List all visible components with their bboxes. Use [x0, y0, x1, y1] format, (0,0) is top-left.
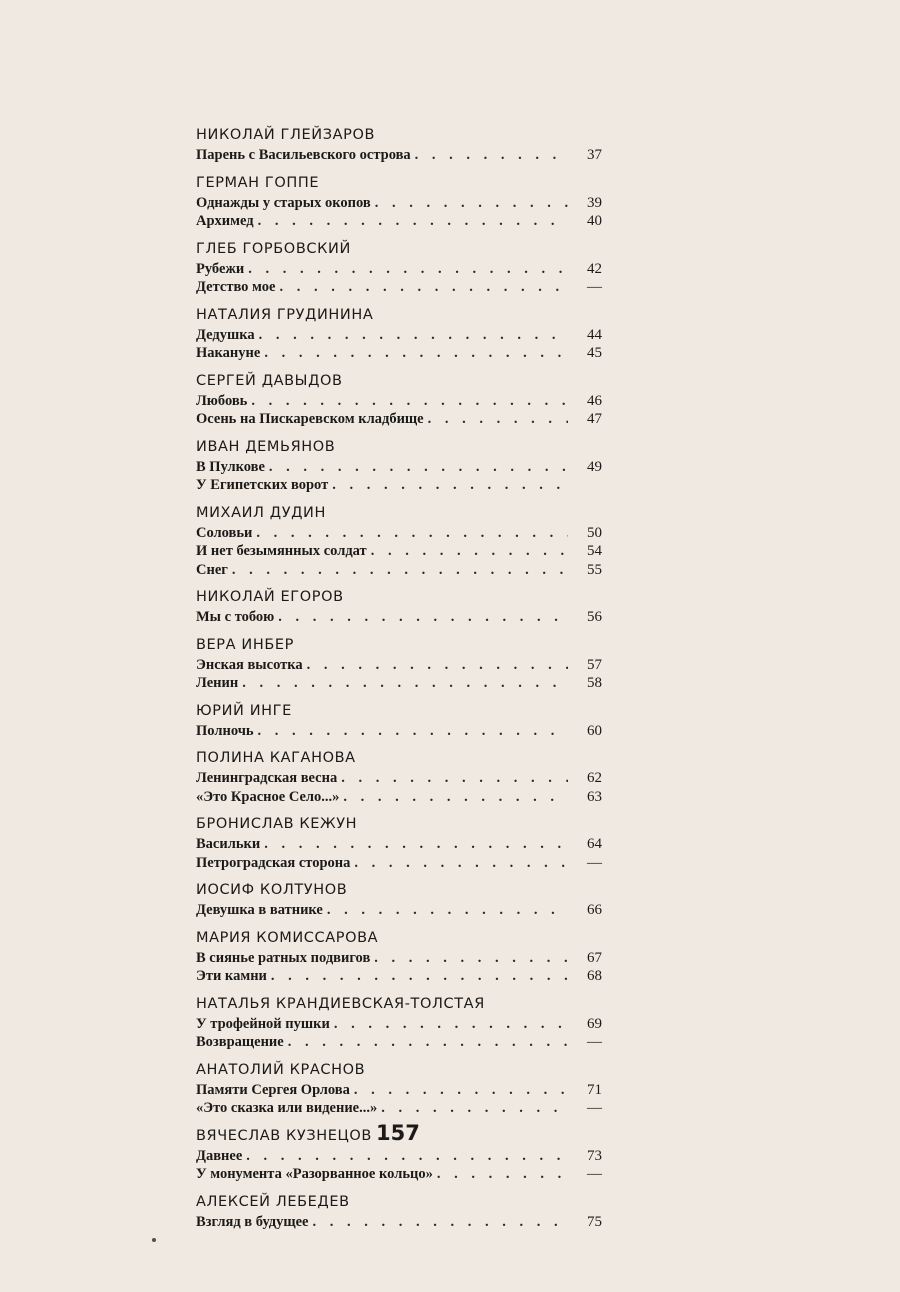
- entry-title: Мы с тобою: [196, 609, 275, 625]
- dot-leader: [256, 524, 568, 543]
- paper-speck: [152, 1238, 156, 1242]
- entry-title: Ленинградская весна: [196, 770, 338, 786]
- entry-title: И нет безымянных солдат: [196, 543, 367, 559]
- dot-leader: [415, 146, 568, 165]
- entry-page: —: [587, 1034, 602, 1050]
- author-heading: ИВАН ДЕМЬЯНОВ: [196, 438, 336, 455]
- entry-page: 67: [587, 949, 602, 966]
- entry-page: 69: [587, 1015, 602, 1032]
- entry-page: 39: [587, 194, 602, 211]
- dot-leader: [332, 476, 568, 495]
- toc-entry: [196, 542, 602, 561]
- entry-title: Памяти Сергея Орлова: [196, 1081, 350, 1098]
- entry-page: 75: [587, 1213, 602, 1230]
- entry-page: 54: [587, 543, 602, 559]
- dot-leader: [264, 835, 568, 854]
- entry-title: Энская высотка: [196, 656, 303, 673]
- dot-leader: [428, 410, 568, 429]
- toc-entry: [196, 722, 602, 741]
- entry-page: —: [587, 1166, 602, 1182]
- entry-page: 40: [587, 213, 602, 229]
- toc-entry: [196, 146, 602, 165]
- entry-title: Парень с Васильевского острова: [196, 147, 411, 163]
- toc-entry: [196, 212, 602, 231]
- entry-page: 66: [587, 902, 602, 918]
- entry-title: Накануне: [196, 345, 261, 361]
- dot-leader: [242, 674, 568, 693]
- entry-page: 71: [587, 1081, 602, 1098]
- entry-title: У трофейной пушки: [196, 1015, 330, 1032]
- dot-leader: [258, 212, 568, 231]
- entry-title: Архимед: [196, 213, 254, 229]
- toc-entry: [196, 1081, 602, 1100]
- entry-title: Петроградская сторона: [196, 854, 351, 871]
- toc-entry: [196, 194, 602, 213]
- entry-page: 62: [587, 770, 602, 786]
- entry-page: 68: [587, 968, 602, 984]
- toc-entry: [196, 278, 602, 297]
- toc-entry: [196, 674, 602, 693]
- author-heading: НАТАЛЬЯ КРАНДИЕВСКАЯ-ТОЛСТАЯ: [196, 995, 485, 1012]
- toc-entry: [196, 608, 602, 627]
- entry-page: 63: [587, 788, 602, 805]
- dot-leader: [437, 1165, 568, 1184]
- dot-leader: [251, 392, 568, 411]
- entry-page: 58: [587, 675, 602, 691]
- dot-leader: [246, 1147, 568, 1166]
- entry-page: —: [587, 1100, 602, 1116]
- author-heading: ВЯЧЕСЛАВ КУЗНЕЦОВ: [196, 1127, 372, 1144]
- entry-title: У Египетских ворот: [196, 477, 329, 493]
- dot-leader: [232, 561, 568, 580]
- entry-page: 37: [587, 147, 602, 163]
- entry-page: 55: [587, 561, 602, 578]
- entry-page: —: [587, 854, 602, 871]
- dot-leader: [259, 326, 568, 345]
- toc-entry: [196, 392, 602, 411]
- entry-title: Осень на Пискаревском кладбище: [196, 411, 424, 427]
- author-heading: СЕРГЕЙ ДАВЫДОВ: [196, 372, 343, 389]
- dot-leader: [354, 854, 568, 873]
- toc-entry: [196, 854, 602, 873]
- toc-entry: [196, 344, 602, 363]
- dot-leader: [264, 344, 568, 363]
- entry-title: Детство мое: [196, 279, 276, 295]
- entry-title: Ленин: [196, 675, 239, 691]
- dot-leader: [248, 260, 568, 279]
- entry-page: —: [587, 279, 602, 295]
- author-heading: ГЛЕБ ГОРБОВСКИЙ: [196, 240, 351, 257]
- dot-leader: [343, 788, 568, 807]
- entry-title: Взгляд в будущее: [196, 1213, 309, 1230]
- author-heading: НИКОЛАЙ ГЛЕЙЗАРОВ: [196, 127, 376, 143]
- toc-entry: [196, 1147, 602, 1166]
- entry-title: Дедушка: [196, 326, 255, 343]
- author-heading: ПОЛИНА КАГАНОВА: [196, 750, 356, 766]
- toc-entry: [196, 1213, 602, 1232]
- table-of-contents: [196, 125, 602, 1231]
- entry-title: Снег: [196, 561, 228, 578]
- author-heading: ВЕРА ИНБЕР: [196, 636, 294, 653]
- author-heading: БРОНИСЛАВ КЕЖУН: [196, 816, 358, 832]
- author-heading: АЛЕКСЕЙ ЛЕБЕДЕВ: [196, 1193, 350, 1210]
- entry-title: «Это Красное Село...»: [196, 788, 340, 805]
- entry-title: Эти камни: [196, 968, 267, 984]
- entry-title: Соловьи: [196, 524, 253, 541]
- toc-entry: [196, 458, 602, 477]
- toc-entry: [196, 260, 602, 279]
- toc-entry: [196, 1099, 602, 1118]
- dot-leader: [371, 542, 568, 561]
- entry-page: 56: [587, 609, 602, 625]
- entry-page: 57: [587, 656, 602, 673]
- dot-leader: [271, 967, 568, 986]
- author-heading: АНАТОЛИЙ КРАСНОВ: [196, 1061, 366, 1078]
- entry-page: 50: [587, 524, 602, 541]
- toc-entry: [196, 901, 602, 920]
- entry-title: Возвращение: [196, 1034, 284, 1050]
- toc-entry: [196, 1033, 602, 1052]
- page-number: 157: [376, 1121, 420, 1145]
- dot-leader: [381, 1099, 568, 1118]
- entry-title: Однажды у старых окопов: [196, 194, 371, 211]
- toc-entry: [196, 949, 602, 968]
- dot-leader: [375, 194, 568, 213]
- entry-page: 49: [587, 458, 602, 475]
- toc-entry: [196, 410, 602, 429]
- entry-page: 60: [587, 722, 602, 739]
- toc-entry: [196, 476, 602, 495]
- toc-entry: [196, 1165, 602, 1184]
- entry-title: Васильки: [196, 836, 261, 852]
- entry-page: 47: [587, 411, 602, 427]
- entry-page: 64: [587, 836, 602, 852]
- dot-leader: [269, 458, 568, 477]
- dot-leader: [341, 769, 568, 788]
- entry-title: Полночь: [196, 722, 254, 739]
- toc-entry: [196, 524, 602, 543]
- entry-title: В сиянье ратных подвигов: [196, 949, 371, 966]
- entry-title: Любовь: [196, 392, 248, 409]
- entry-title: Давнее: [196, 1147, 243, 1164]
- author-heading: НАТАЛИЯ ГРУДИНИНА: [196, 306, 374, 323]
- dot-leader: [312, 1213, 568, 1232]
- dot-leader: [374, 949, 568, 968]
- entry-page: 46: [587, 392, 602, 409]
- dot-leader: [258, 722, 568, 741]
- entry-page: 45: [587, 345, 602, 361]
- author-heading: МИХАИЛ ДУДИН: [196, 504, 327, 521]
- author-heading: МАРИЯ КОМИССАРОВА: [196, 929, 379, 946]
- dot-leader: [279, 278, 568, 297]
- entry-title: У монумента «Разорванное кольцо»: [196, 1166, 433, 1182]
- toc-entry: [196, 1015, 602, 1034]
- toc-entry: [196, 326, 602, 345]
- toc-entry: [196, 656, 602, 675]
- entry-title: В Пулкове: [196, 458, 265, 475]
- entry-title: Девушка в ватнике: [196, 902, 323, 918]
- toc-entry: [196, 788, 602, 807]
- author-heading: ЮРИЙ ИНГЕ: [196, 702, 292, 719]
- author-heading: НИКОЛАЙ ЕГОРОВ: [196, 589, 344, 605]
- toc-entry: [196, 561, 602, 580]
- toc-entry: [196, 769, 602, 788]
- entry-page: 42: [587, 260, 602, 277]
- entry-page: 73: [587, 1147, 602, 1164]
- dot-leader: [307, 656, 568, 675]
- toc-entry: [196, 835, 602, 854]
- entry-title: Рубежи: [196, 260, 245, 277]
- author-heading: ГЕРМАН ГОППЕ: [196, 174, 320, 191]
- entry-title: «Это сказка или видение...»: [196, 1100, 378, 1116]
- dot-leader: [334, 1015, 568, 1034]
- dot-leader: [327, 901, 568, 920]
- author-heading: ИОСИФ КОЛТУНОВ: [196, 882, 348, 898]
- dot-leader: [288, 1033, 568, 1052]
- toc-entry: [196, 967, 602, 986]
- entry-page: 44: [587, 326, 602, 343]
- dot-leader: [278, 608, 568, 627]
- dot-leader: [354, 1081, 568, 1100]
